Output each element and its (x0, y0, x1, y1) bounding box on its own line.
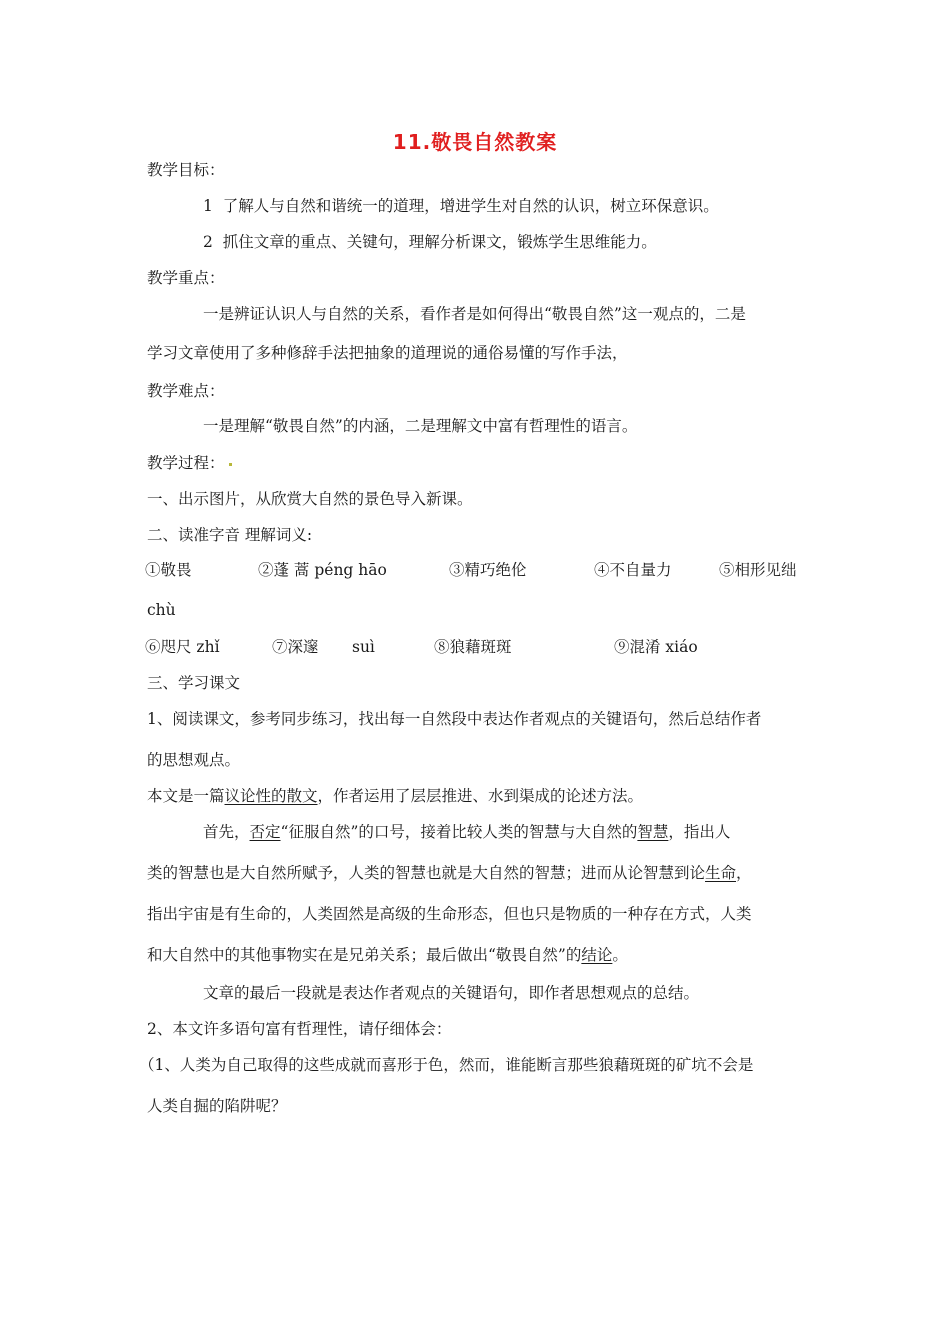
para-l1d: 智慧 (637, 823, 669, 841)
question-1-line-1: （1、人类为自己取得的这些成就而喜形于色，然而，谁能断言那些狼藉斑斑的矿坑不会是 (139, 1056, 754, 1074)
para-line-3: 指出宇宙是有生命的，人类固然是高级的生命形态，但也只是物质的一种存在方式，人类 (147, 905, 752, 923)
para-line-4 (147, 945, 628, 965)
goals-heading: 教学目标： (147, 161, 225, 179)
goal-2-text: 抓住文章的重点、关键句，理解分析课文，锻炼学生思维能力。 (222, 233, 657, 251)
step-1: 一、出示图片，从欣赏大自然的景色导入新课。 (147, 490, 473, 508)
difficulty-line: 一是理解“敬畏自然”的内涵，二是理解文中富有哲理性的语言。 (203, 417, 638, 435)
vocab-4: ④不自量力 (594, 561, 672, 579)
difficulty-heading: 教学难点： (147, 382, 225, 400)
key-line-2: 学习文章使用了多种修辞手法把抽象的道理说的通俗易懂的写作手法， (147, 344, 628, 362)
process-heading-text: 教学过程： (147, 454, 225, 472)
goal-1-text: 了解人与自然和谐统一的道理，增进学生对自然的认识，树立环保意识。 (222, 197, 719, 215)
vocab-5-pinyin: chù (147, 601, 176, 619)
para-l2a: 类的智慧也是大自然所赋予，人类的智慧也就是大自然的智慧；进而从论智慧到论 (147, 864, 706, 882)
vocab-6: ⑥咫尺 zhǐ (145, 638, 220, 656)
vocab-1: ①敬畏 (145, 561, 192, 579)
step-3: 三、学习课文 (147, 674, 241, 692)
mark-dot (229, 463, 232, 466)
vocab-7: ⑦深邃 (272, 638, 319, 656)
vocab-7-pinyin: suì (352, 638, 375, 656)
essay-c: ，作者运用了层层推进、水到渠成的论述方法。 (317, 787, 644, 805)
vocab-3: ③精巧绝伦 (449, 561, 527, 579)
essay-a: 本文是一篇 (147, 787, 225, 805)
key-line-1: 一是辨证认识人与自然的关系，看作者是如何得出“敬畏自然”这一观点的，二是 (203, 305, 746, 323)
task-1-line-1: 1、阅读课文，参考同步练习，找出每一自然段中表达作者观点的关键语句，然后总结作者 (147, 710, 762, 728)
task-2: 2、本文许多语句富有哲理性，请仔细体会： (147, 1020, 452, 1038)
para-l1c: “征服自然”的口号，接着比较人类的智慧与大自然的 (280, 823, 638, 841)
question-1-line-2: 人类自掘的陷阱呢？ (147, 1097, 287, 1115)
para-l2b: 生命 (705, 864, 737, 882)
goal-1-number: 1 (203, 197, 213, 215)
para-l2c: ， (736, 864, 752, 882)
vocab-8: ⑧狼藉斑斑 (434, 638, 512, 656)
vocab-2: ②蓬 蒿 péng hāo (258, 561, 387, 579)
para-l1e: ，指出人 (668, 823, 731, 841)
vocab-5: ⑤相形见绌 (719, 561, 797, 579)
essay-underlined: 议论性的散文 (224, 787, 318, 805)
key-heading: 教学重点： (147, 269, 225, 287)
para-l4c: 。 (612, 946, 628, 964)
step-2: 二、读准字音 理解词义: (147, 526, 313, 544)
para-l1a: 首先， (203, 823, 250, 841)
para-line-1 (203, 822, 730, 842)
para-line-2 (147, 863, 752, 883)
vocab-9: ⑨混淆 xiáo (614, 638, 698, 656)
goal-2 (203, 232, 657, 252)
summary-line: 文章的最后一段就是表达作者观点的关键语句，即作者思想观点的总结。 (203, 984, 700, 1002)
para-l1b: 否定 (249, 823, 281, 841)
document-title: 11.敬畏自然教案 (392, 130, 558, 154)
para-l4a: 和大自然中的其他事物实在是兄弟关系；最后做出“敬畏自然”的 (147, 946, 582, 964)
goal-1 (203, 196, 719, 216)
essay-line (147, 786, 643, 806)
process-heading (147, 453, 232, 473)
task-1-line-2: 的思想观点。 (147, 751, 241, 769)
para-l4b: 结论 (581, 946, 613, 964)
goal-2-number: 2 (203, 233, 213, 251)
